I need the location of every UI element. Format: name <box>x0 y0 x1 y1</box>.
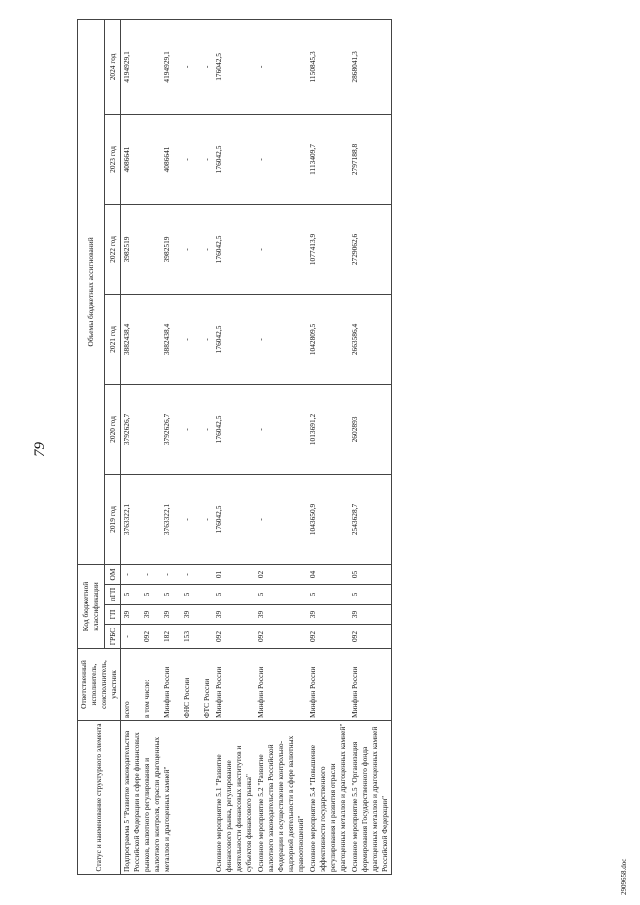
header-code-grbs: ГРБС <box>105 625 121 649</box>
row-pgp: 5 <box>255 585 307 605</box>
value-2024: - <box>255 19 307 114</box>
code-cell: 5 <box>161 592 171 597</box>
header-year-2019: 2019 год <box>105 474 121 564</box>
value-2019: - <box>255 474 307 564</box>
row-om: 02 <box>255 564 307 584</box>
row-pgp: 5 <box>349 585 391 605</box>
row-om: 04 <box>307 564 349 584</box>
header-status: Статус и наименование структурного элемента <box>78 721 121 875</box>
value-2023 <box>120 114 212 204</box>
row-om: 05 <box>349 564 391 584</box>
row-grbs: 092 <box>255 625 307 649</box>
value-cell: - <box>201 65 211 69</box>
value-2019 <box>120 474 212 564</box>
value-2024: 1150845,3 <box>307 19 349 114</box>
responsible-line: ФТС России <box>201 678 211 718</box>
value-2019: 2543628,7 <box>349 474 391 564</box>
value-cell: - <box>181 248 191 251</box>
value-cell <box>142 387 152 472</box>
row-responsible: Минфин России <box>349 649 391 721</box>
value-cell <box>142 207 152 292</box>
value-2019: 176042,5 <box>213 474 255 564</box>
row-gp <box>120 605 212 625</box>
table-body <box>120 19 391 874</box>
row-grbs <box>120 625 212 649</box>
value-2020 <box>120 384 212 474</box>
header-year-2024: 2024 год <box>105 19 121 114</box>
page-number: 79 <box>32 442 48 457</box>
value-cell <box>142 117 152 202</box>
table-row <box>307 19 349 874</box>
value-2019: 1043650,9 <box>307 474 349 564</box>
value-cell: 3763322,1 <box>121 503 131 536</box>
value-cell: 3792626,7 <box>161 413 171 446</box>
value-cell: - <box>181 338 191 341</box>
value-cell <box>142 297 152 382</box>
responsible-line: Минфин России <box>161 666 171 718</box>
code-cell: - <box>181 573 191 576</box>
code-cell: 5 <box>141 592 151 597</box>
header-year-2023: 2023 год <box>105 114 121 204</box>
value-cell: - <box>201 428 211 431</box>
row-gp: 39 <box>307 605 349 625</box>
code-cell: 182 <box>161 630 171 643</box>
value-cell: - <box>201 338 211 341</box>
budget-table-wrapper <box>77 20 392 875</box>
footer-filename: 2909658.doc <box>620 858 628 895</box>
value-2023: 2797188,8 <box>349 114 391 204</box>
code-cell: - <box>121 573 131 576</box>
row-responsible: Минфин России <box>255 649 307 721</box>
value-cell: 4194929,1 <box>161 51 171 83</box>
value-cell: 3982519 <box>161 236 171 263</box>
row-pgp: 5 <box>213 585 255 605</box>
row-gp: 39 <box>255 605 307 625</box>
value-cell: 4194929,1 <box>121 51 131 83</box>
value-2022 <box>120 204 212 294</box>
table-row <box>255 19 307 874</box>
row-gp: 39 <box>213 605 255 625</box>
row-pgp: 5 <box>307 585 349 605</box>
row-status: Основное мероприятие 5.2 "Развитие валютного законодательства Российской Федерации и осуществление контрольно-надзорной деятельности в сфере валютных правоотношений" <box>255 721 307 875</box>
value-2021 <box>120 294 212 384</box>
value-2023: 176042,5 <box>213 114 255 204</box>
table-row <box>349 19 391 874</box>
value-cell: - <box>201 518 211 521</box>
value-cell: - <box>201 158 211 161</box>
row-responsible <box>120 649 212 721</box>
value-cell: - <box>181 65 191 69</box>
value-cell <box>142 477 152 562</box>
value-cell: 3982519 <box>121 236 131 263</box>
budget-table <box>77 19 392 875</box>
row-gp: 39 <box>349 605 391 625</box>
responsible-line: в том числе: <box>141 679 151 718</box>
header-codes-group: Код бюджетной классификации <box>78 564 105 648</box>
value-2020: 1013691,2 <box>307 384 349 474</box>
value-cell: 3882438,4 <box>121 323 131 356</box>
value-2020: 2602893 <box>349 384 391 474</box>
value-2020: - <box>255 384 307 474</box>
header-code-om: ОМ <box>105 564 121 584</box>
value-2022: 176042,5 <box>213 204 255 294</box>
code-cell: 39 <box>161 610 171 619</box>
row-responsible: Минфин России <box>307 649 349 721</box>
value-cell: - <box>181 158 191 161</box>
code-cell: 5 <box>181 592 191 597</box>
value-cell: - <box>181 518 191 521</box>
value-2024 <box>120 19 212 114</box>
code-cell: - <box>121 635 131 638</box>
row-om <box>120 564 212 584</box>
responsible-line: ФНС России <box>181 677 191 718</box>
row-responsible: Минфин России <box>213 649 255 721</box>
row-status: Основное мероприятие 5.4 "Повышение эффективности государственного регулирования и развития отрасли драгоценных металлов и драгоценных камней" <box>307 721 349 875</box>
value-2022: 1077413,9 <box>307 204 349 294</box>
header-volumes-group: Объемы бюджетных ассигнований <box>78 19 105 564</box>
code-cell: 39 <box>121 610 131 619</box>
value-cell: - <box>201 248 211 251</box>
code-cell: - <box>141 573 151 576</box>
row-grbs: 092 <box>213 625 255 649</box>
value-2022: 2729062,6 <box>349 204 391 294</box>
row-om: 01 <box>213 564 255 584</box>
value-2021: - <box>255 294 307 384</box>
header-year-2021: 2021 год <box>105 294 121 384</box>
code-cell: 39 <box>141 610 151 619</box>
table-row <box>213 19 255 874</box>
value-2020: 176042,5 <box>213 384 255 474</box>
code-cell: 5 <box>121 592 131 597</box>
header-year-2020: 2020 год <box>105 384 121 474</box>
code-cell: 39 <box>181 610 191 619</box>
row-status: Основное мероприятие 5.5 "Организация формирования Государственного фонда драгоценных металлов и драгоценных камней Российской Федерации" <box>349 721 391 875</box>
value-2023: - <box>255 114 307 204</box>
value-2021: 176042,5 <box>213 294 255 384</box>
row-grbs: 092 <box>349 625 391 649</box>
code-cell: 153 <box>181 630 191 643</box>
value-cell: 3792626,7 <box>121 413 131 446</box>
value-2024: 176042,5 <box>213 19 255 114</box>
header-code-gp: ГП <box>105 605 121 625</box>
header-responsible: Ответственный исполнитель, соисполнитель, участник <box>78 649 121 721</box>
value-cell <box>142 22 152 112</box>
row-status: Подпрограмма 5 "Развитие законодательства Российской Федерации в сфере финансовых рынков, валютного регулирования и валютного контроля, отрасли драгоценных металлов и драгоценных камней" <box>120 721 212 875</box>
value-2024: 2868041,3 <box>349 19 391 114</box>
responsible-line: всего <box>121 701 131 718</box>
value-cell: 4086641 <box>121 146 131 173</box>
value-cell: - <box>181 428 191 431</box>
value-2022: - <box>255 204 307 294</box>
table-row <box>120 19 212 874</box>
row-grbs: 092 <box>307 625 349 649</box>
code-cell: 092 <box>141 630 151 643</box>
value-2021: 1042809,5 <box>307 294 349 384</box>
value-cell: 3763322,1 <box>161 503 171 536</box>
value-2021: 2663586,4 <box>349 294 391 384</box>
value-cell: 4086641 <box>161 146 171 173</box>
header-year-2022: 2022 год <box>105 204 121 294</box>
value-cell: 3882438,4 <box>161 323 171 356</box>
code-cell: - <box>161 573 171 576</box>
row-status: Основное мероприятие 5.1 "Развитие финансового рынка, регулирование деятельности финансовых институтов и субъектов финансового рынка" <box>213 721 255 875</box>
value-2023: 1113409,7 <box>307 114 349 204</box>
table-header <box>78 19 121 874</box>
header-code-pgp: пГП <box>105 585 121 605</box>
row-pgp <box>120 585 212 605</box>
